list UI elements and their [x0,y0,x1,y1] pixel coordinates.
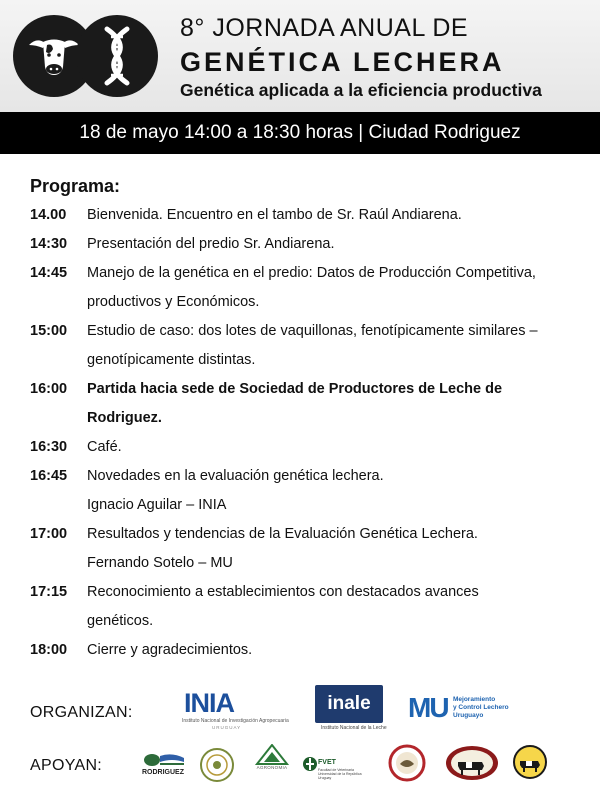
schedule-time: 14.00 [30,207,67,223]
rodriguez-emblem-icon [140,750,186,770]
inale-logo-subtitle: Instituto Nacional de la Leche [321,725,387,731]
schedule-item [30,520,585,578]
inale-logo-mark: inale [315,685,383,723]
schedule-time: 14:30 [30,236,68,252]
schedule-item [30,201,585,230]
inia-logo [182,688,302,732]
schedule-item [30,259,585,317]
schedule-time: 16:00 [30,381,68,397]
inia-logo-country: URUGUAY [212,725,242,730]
schedule-item [30,462,585,520]
schedule-description: Manejo de la genética en el predio: Datos de Producción Competitiva, productivos y Económicos. [87,265,536,310]
schedule-time: 14:45 [30,265,68,281]
schedule-description: Presentación del predio Sr. Andiarena. [87,236,335,252]
schedule-time: 17:15 [30,584,68,600]
seal-logo [198,747,236,783]
schedule-time: 17:00 [30,526,68,542]
mu-logo-text: Mejoramiento y Control Lechero Uruguayo [453,696,509,719]
cow-badge-logo [444,744,500,782]
event-title-line2: GENÉTICA LECHERA [180,47,505,77]
rodriguez-logo [140,750,186,780]
inia-logo-subtitle: Instituto Nacional de Investigación Agropecuaria [182,718,289,724]
inia-logo-mark: INIA [184,688,234,718]
schedule-description: Partida hacia sede de Sociedad de Productores de Leche de Rodriguez. [87,381,503,426]
schedule-description: Café. [87,439,122,455]
schedule-item [30,636,585,665]
schedule-description: Bienvenida. Encuentro en el tambo de Sr. Raúl Andiarena. [87,207,462,223]
dna-icon [76,15,158,97]
event-header [0,0,600,112]
inale-logo [315,685,387,733]
fvet-logo [302,747,364,781]
schedule-description: Estudio de caso: dos lotes de vaquillonas, fenotípicamente similares – genotípicamente distintas. [87,323,538,368]
fvet-emblem-icon [302,749,318,779]
schedule-description: Novedades en la evaluación genética lechera. Ignacio Aguilar – INIA [87,468,384,513]
mu-logo [408,692,528,728]
event-subtitle: Genética aplicada a la eficiencia productiva [180,80,542,100]
dna-logo [76,15,158,97]
supporters-label: APOYAN: [30,757,103,774]
schedule-item [30,433,585,462]
organizers-label: ORGANIZAN: [30,704,133,721]
mu-logo-mark: MU [408,692,448,723]
schedule-description: Resultados y tendencias de la Evaluación Genética Lechera. Fernando Sotelo – MU [87,526,478,571]
schedule-item [30,375,585,433]
schedule-description: Reconocimiento a establecimientos con destacados avances genéticos. [87,584,479,629]
agronomia-icon [254,744,290,766]
program-title: Programa: [30,176,121,196]
schedule-item [30,230,585,259]
event-title-line1: 8° JORNADA ANUAL DE [180,14,469,42]
schedule-time: 16:45 [30,468,68,484]
rodriguez-logo-text: RODRIGUEZ [142,769,184,776]
schedule-time: 15:00 [30,323,68,339]
round-emblem-logo [388,744,426,782]
fvet-logo-text: FVET [318,759,336,766]
schedule-description: Cierre y agradecimientos. [87,642,253,658]
schedule-list [30,201,585,665]
schedule-item [30,317,585,375]
schedule-time: 16:30 [30,439,68,455]
fvet-logo-subtitle: Facultad de Veterinaria Universidad de la República Uruguay [318,768,362,780]
agronomia-logo-text: AGRONOMIA [256,765,288,770]
date-location-bar: 18 de mayo 14:00 a 18:30 horas | Ciudad Rodriguez [0,112,600,154]
yellow-cow-logo [512,744,548,780]
schedule-time: 18:00 [30,642,68,658]
schedule-item [30,578,585,636]
